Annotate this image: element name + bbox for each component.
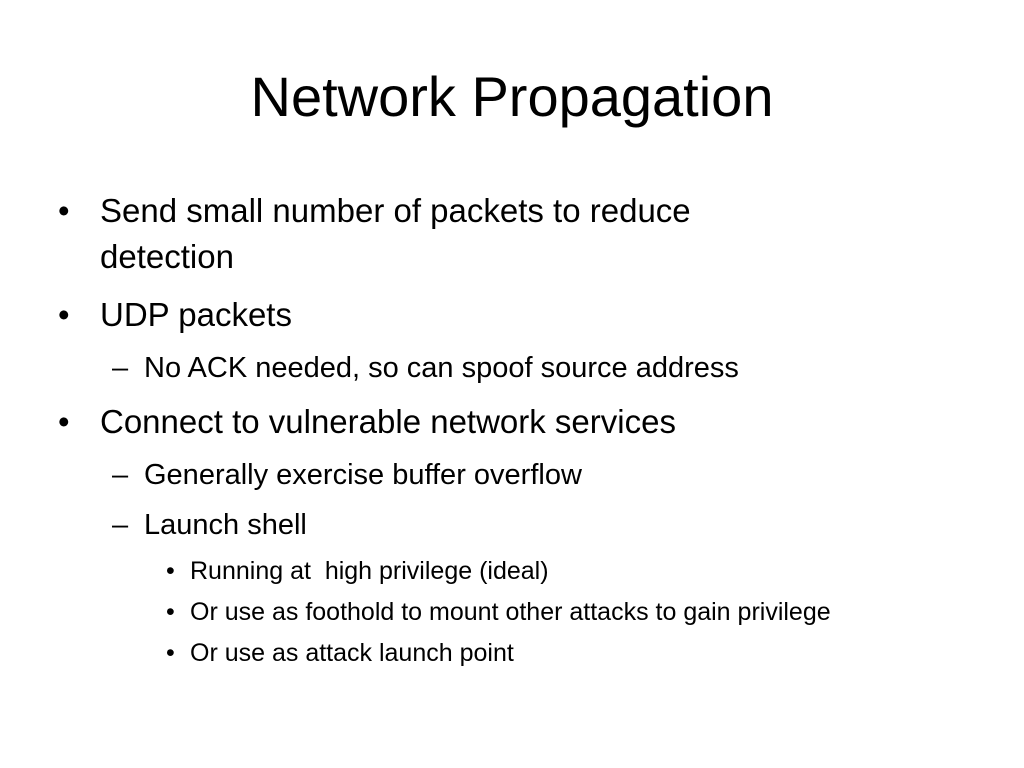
subsubbullet-text: Or use as attack launch point — [190, 639, 514, 667]
dash-marker: – — [112, 459, 129, 491]
subbullet-text: No ACK needed, so can spoof source address — [144, 352, 739, 384]
bullet-marker: • — [58, 296, 70, 333]
dash-marker: – — [112, 509, 129, 541]
subbullet-item-launch-shell — [112, 505, 307, 545]
bullet-text-line-1: Send small number of packets to reduce — [100, 192, 691, 229]
bullet-marker: • — [58, 403, 70, 440]
subbullet-text: Launch shell — [144, 509, 307, 541]
subsubbullet-text: Running at high privilege (ideal) — [190, 557, 549, 585]
bullet-item-send-packets — [58, 188, 691, 280]
subbullet-item-buffer-overflow — [112, 455, 582, 495]
subbullet-item-no-ack — [112, 348, 739, 388]
bullet-text-line-2: detection — [100, 238, 234, 275]
bullet-text: UDP packets — [100, 296, 292, 333]
bullet-item-connect-services — [58, 399, 676, 445]
dash-marker: – — [112, 352, 129, 384]
subsubbullet-item-high-privilege — [166, 554, 549, 588]
bullet-item-udp-packets — [58, 292, 292, 338]
bullet-marker: • — [166, 598, 175, 626]
bullet-marker: • — [166, 639, 175, 667]
bullet-text: Connect to vulnerable network services — [100, 403, 676, 440]
subsubbullet-item-launch-point — [166, 636, 514, 670]
subsubbullet-item-foothold — [166, 595, 831, 629]
subsubbullet-text: Or use as foothold to mount other attacks to gain privilege — [190, 598, 831, 626]
slide-title: Network Propagation — [250, 65, 774, 128]
bullet-marker: • — [166, 557, 175, 585]
bullet-marker: • — [58, 192, 70, 229]
subbullet-text: Generally exercise buffer overflow — [144, 459, 582, 491]
